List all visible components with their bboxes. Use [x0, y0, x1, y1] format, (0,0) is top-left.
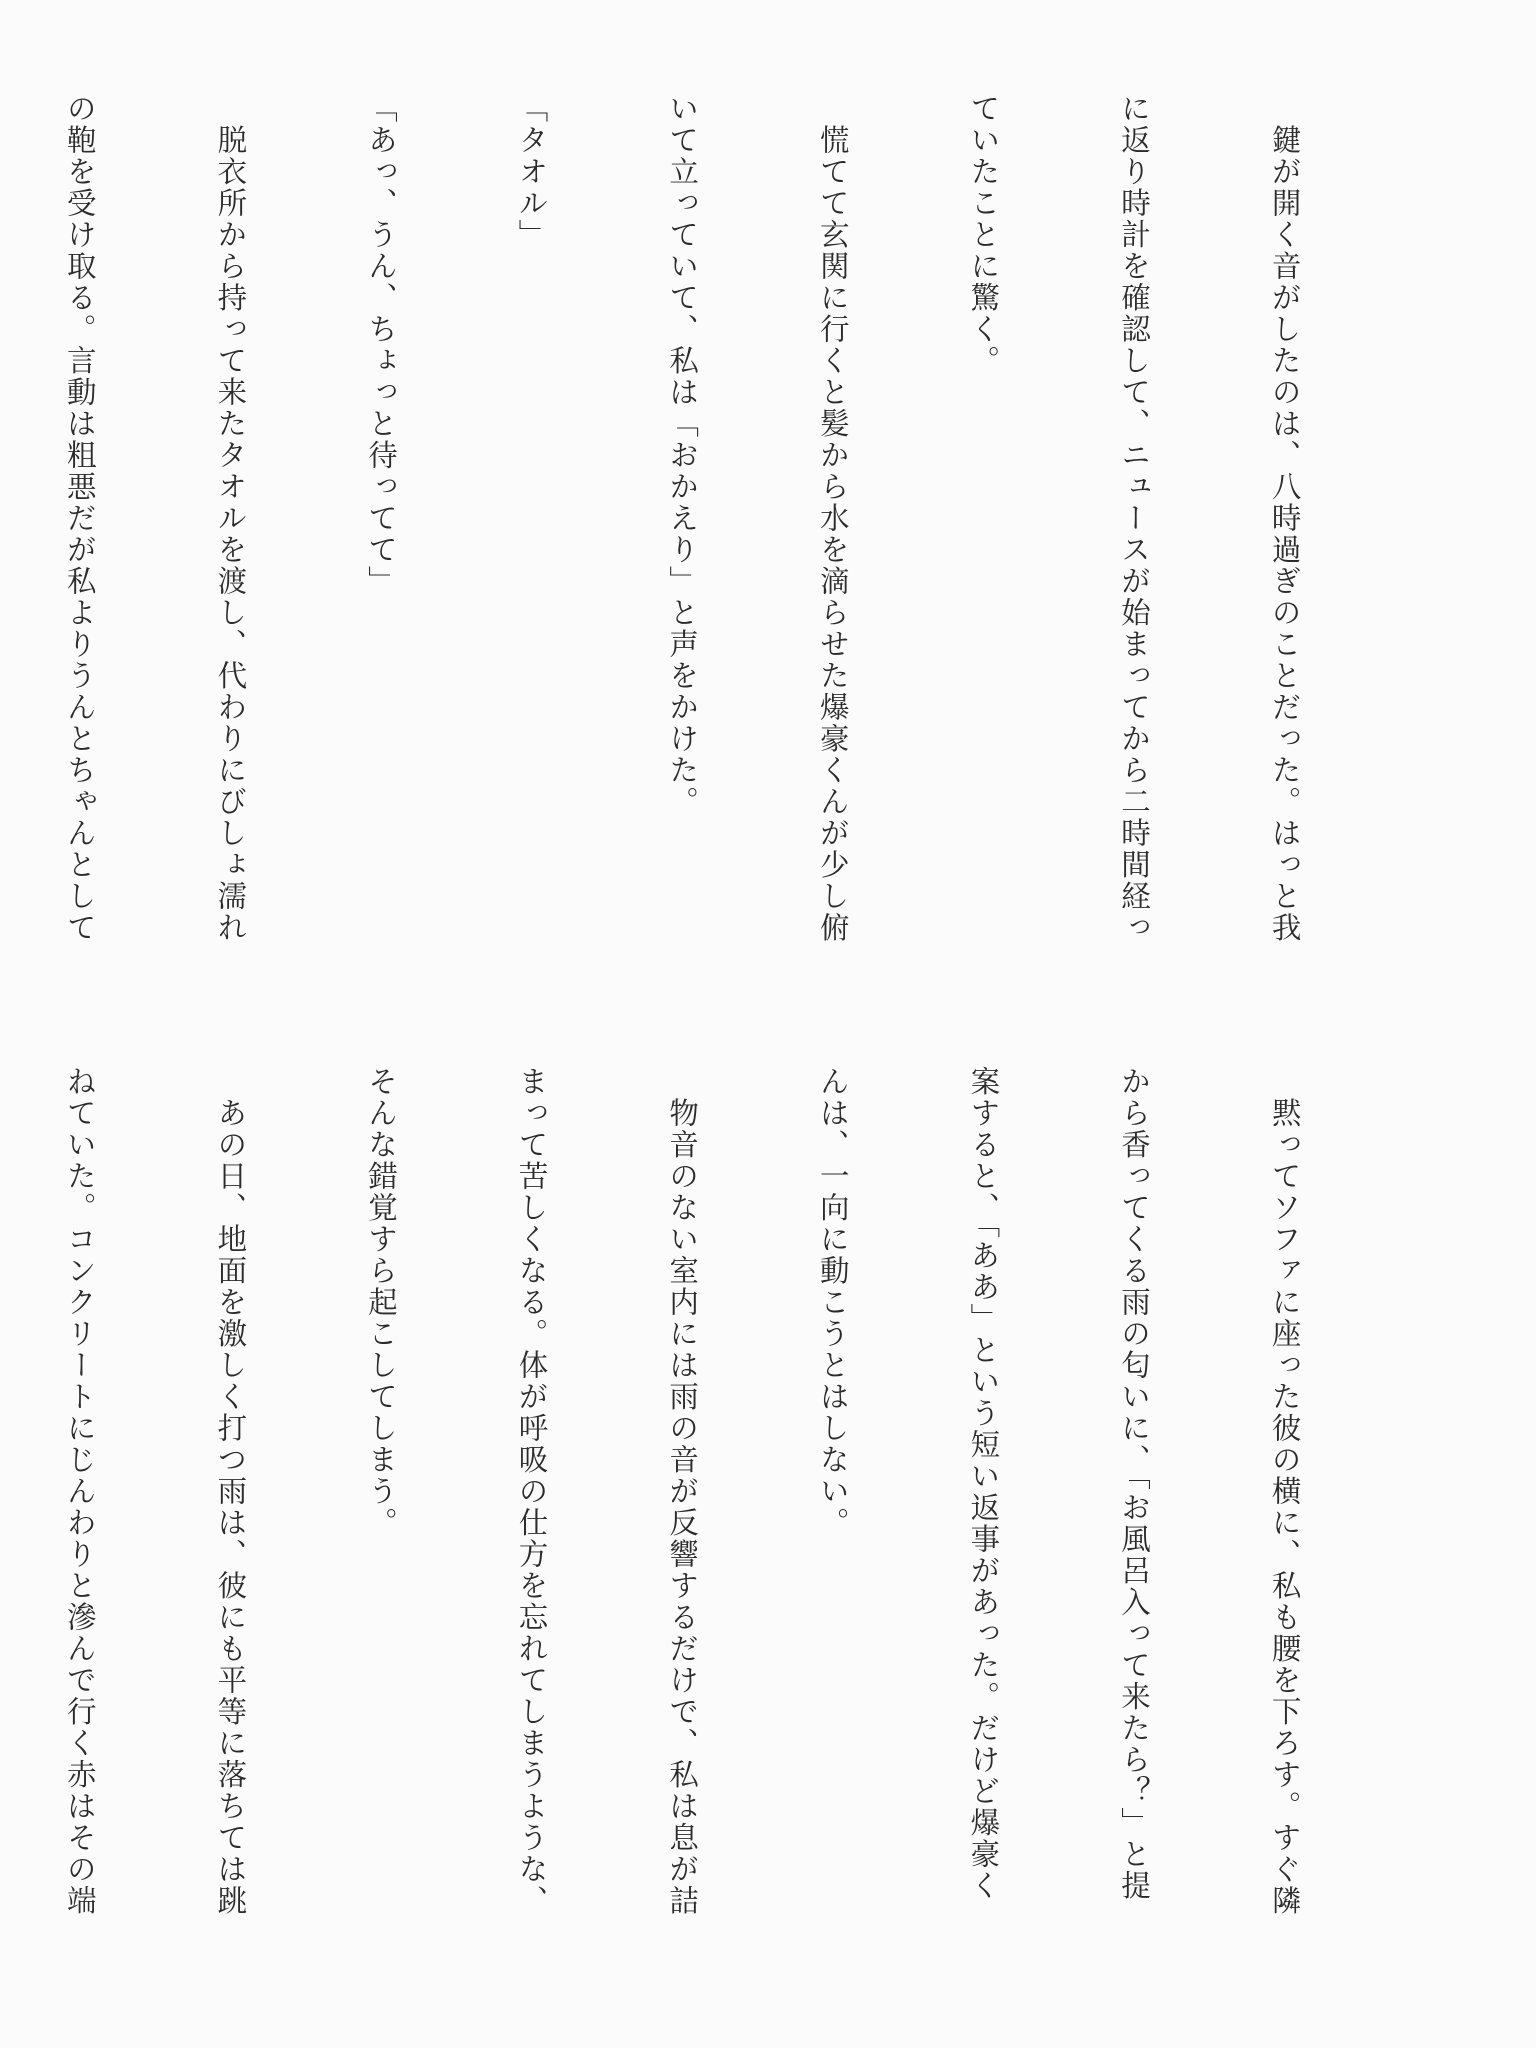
text-line: いて立っていて、私は「おかえり」と声をかけた。 — [665, 93, 700, 818]
text-line: の鞄を受け取る。言動は粗悪だが私よりうんとちゃんとして — [62, 93, 97, 944]
text-line: ていたことに驚く。 — [966, 93, 1001, 377]
text-line: 脱衣所から持って来たタオルを渡し、代わりにびしょ濡れ — [213, 93, 248, 944]
lower-text-block — [0, 1066, 1410, 2026]
text-line: から香ってくる雨の匂いに、「お風呂入って来たら？」と提 — [1116, 1066, 1151, 1902]
text-line: んは、一向に動こうとはしない。 — [815, 1066, 850, 1539]
text-line: 「タオル」 — [514, 93, 549, 251]
text-line: 「あっ、うん、ちょっと待ってて」 — [363, 93, 398, 597]
text-line: 物音のない室内には雨の音が反響するだけで、私は息が詰 — [665, 1066, 700, 1917]
text-line: ねていた。コンクリートにじんわりと滲んで行く赤はその端 — [62, 1066, 97, 1917]
upper-text-block — [0, 93, 1410, 1053]
text-line: 鍵が開く音がしたのは、八時過ぎのことだった。はっと我 — [1267, 93, 1302, 944]
text-line: あの日、地面を激しく打つ雨は、彼にも平等に落ちては跳 — [213, 1066, 248, 1917]
text-line: そんな錯覚すら起こしてしまう。 — [363, 1066, 398, 1539]
text-line: 慌てて玄関に行くと髪から水を滴らせた爆豪くんが少し俯 — [815, 93, 850, 944]
text-line: 案すると、「ああ」という短い返事があった。だけど爆豪く — [966, 1066, 1001, 1902]
text-line: に返り時計を確認して、ニュースが始まってから二時間経っ — [1116, 93, 1151, 944]
text-line: 黙ってソファに座った彼の横に、私も腰を下ろす。すぐ隣 — [1267, 1066, 1302, 1917]
text-line: まって苦しくなる。体が呼吸の仕方を忘れてしまうような、 — [514, 1066, 549, 1917]
